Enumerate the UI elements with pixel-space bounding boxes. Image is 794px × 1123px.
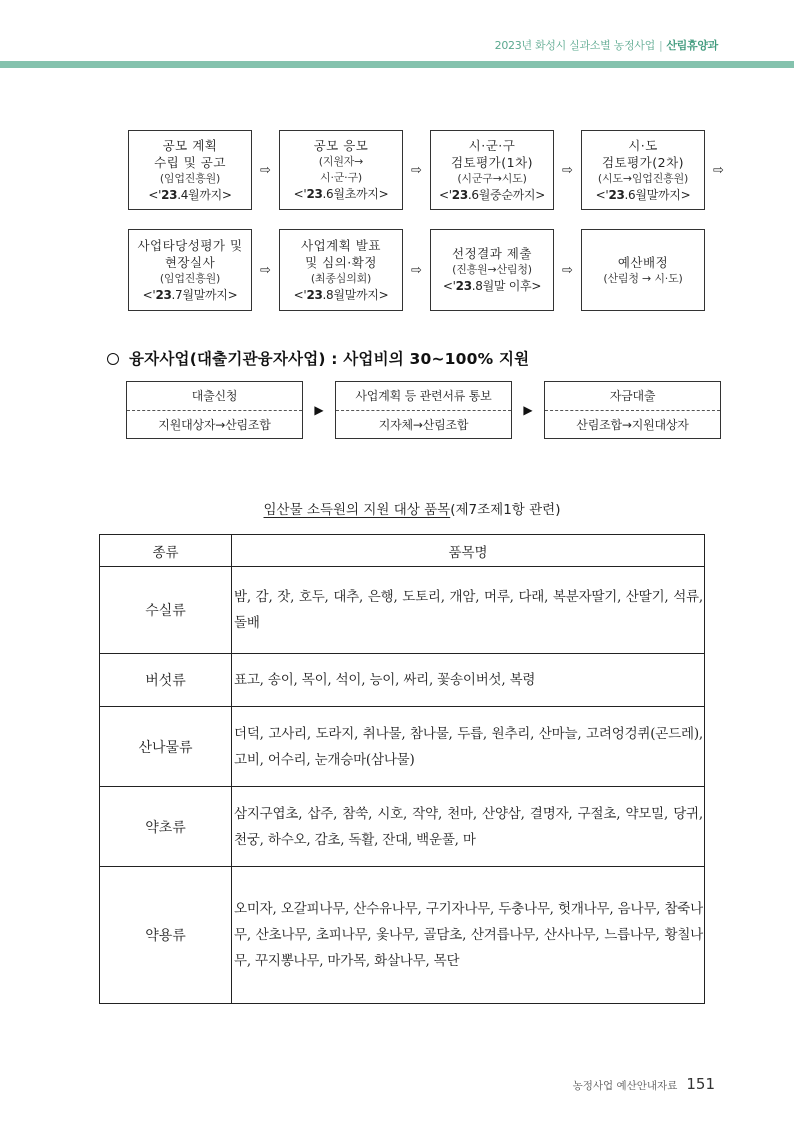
flow-step-title: 및 심의·확정	[305, 254, 377, 270]
loan-step-label: 자금대출	[545, 382, 720, 411]
table-row	[100, 707, 705, 787]
table-row	[100, 867, 705, 1004]
flow-arrow-icon: ⇨	[411, 262, 422, 278]
flow-step-deadline: <'23.6월말까지>	[595, 187, 691, 202]
flow-step-first-review	[430, 130, 554, 210]
flow-step-budget	[581, 229, 705, 311]
column-header: 종류	[100, 535, 232, 567]
page-footer	[573, 1075, 715, 1093]
category-cell: 산나물류	[100, 707, 232, 787]
flow-step-title: 선정결과 제출	[452, 246, 532, 261]
department-name: 산림휴양과	[666, 39, 718, 52]
flow-step-second-review	[581, 130, 705, 210]
items-cell: 더덕, 고사리, 도라지, 취나물, 참나물, 두릅, 원추리, 산마늘, 고려엉겅퀴(곤드레), 고비, 어수리, 눈개승마(삼나물)	[232, 707, 705, 787]
flow-step-result-submission	[430, 229, 554, 311]
circle-bullet-icon	[107, 353, 119, 365]
items-cell: 표고, 송이, 목이, 석이, 능이, 싸리, 꽃송이버섯, 복령	[232, 654, 705, 707]
table-title: 임산물 소득원의 지원 대상 품목(제7조제1항 관련)	[263, 502, 561, 518]
flow-step-agent: (임업진흥원)	[159, 271, 221, 285]
header-separator: |	[658, 39, 663, 52]
flow-arrow-icon: ⇨	[260, 262, 271, 278]
category-cell: 약초류	[100, 787, 232, 867]
flow-step-application	[279, 130, 403, 210]
doc-title: 2023년 화성시 실과소별 농정사업	[494, 39, 655, 52]
page-header	[495, 37, 718, 53]
items-cell: 삼지구엽초, 삽주, 참쑥, 시호, 작약, 천마, 산양삼, 결명자, 구절초, 약모밀, 당귀, 천궁, 하수오, 감초, 독활, 잔대, 백운풀, 마	[232, 787, 705, 867]
flow-arrow-icon: ⇨	[411, 162, 422, 178]
triangle-arrow-icon: ▶	[314, 403, 324, 417]
flow-step-agent: (시도→임업진흥원)	[597, 171, 689, 185]
table-row	[100, 654, 705, 707]
process-flow-row-2	[128, 229, 705, 311]
loan-step-application	[126, 381, 303, 439]
page-number: 151	[686, 1075, 715, 1093]
table-row	[100, 787, 705, 867]
flow-step-title: 예산배정	[617, 254, 669, 270]
flow-step-title: 검토평가(2차)	[601, 154, 685, 170]
flow-step-title: 현장실사	[164, 254, 216, 270]
column-header: 품목명	[232, 535, 705, 567]
flow-step-deadline: <'23.8월말 이후>	[442, 279, 542, 293]
loan-section-title: 융자사업(대출기관융자사업) : 사업비의 30~100% 지원	[107, 347, 529, 369]
items-cell: 오미자, 오갈피나무, 산수유나무, 구기자나무, 두충나무, 헛개나무, 음나무, 참죽나무, 산초나무, 초피나무, 옻나무, 골담초, 산겨릅나무, 산사나무, 느릅나무, 황칠나무, 꾸지뽕나무, 마가목, 화살나무, 목단	[232, 867, 705, 1004]
flow-step-title: 사업계획 발표	[301, 237, 381, 253]
flow-step-title: 공모 응모	[313, 138, 369, 153]
triangle-arrow-icon: ▶	[523, 403, 533, 417]
flow-step-announcement	[128, 130, 252, 210]
table-header-row	[100, 535, 705, 567]
items-cell: 밤, 감, 잣, 호두, 대추, 은행, 도토리, 개암, 머루, 다래, 복분자딸기, 산딸기, 석류, 돌배	[232, 567, 705, 654]
flow-step-title: 사업타당성평가 및	[137, 237, 243, 253]
category-cell: 수실류	[100, 567, 232, 654]
flow-step-title: 시·도	[628, 137, 658, 153]
loan-step-label: 대출신청	[127, 382, 302, 411]
flow-step-agent: (최종심의회)	[310, 271, 372, 285]
loan-step-notification	[335, 381, 512, 439]
flow-step-agent: (지원자→	[318, 155, 364, 168]
items-table	[99, 534, 705, 1004]
loan-flow	[126, 381, 721, 439]
flow-step-deadline: <'23.6월초까지>	[293, 187, 389, 201]
process-flow-row-1	[128, 130, 732, 210]
loan-step-flow: 지자체→산림조합	[378, 417, 469, 432]
flow-step-title: 시·군·구	[468, 137, 516, 153]
flow-step-deliberation	[279, 229, 403, 311]
footer-doc-label: 농정사업 예산안내자료	[572, 1080, 678, 1092]
flow-step-agent: (진흥원→산림청)	[452, 263, 532, 276]
flow-arrow-icon: ⇨	[562, 162, 573, 178]
category-cell: 버섯류	[100, 654, 232, 707]
flow-step-deadline: <'23.7월말까지>	[142, 287, 238, 302]
flow-step-feasibility	[128, 229, 252, 311]
loan-step-flow: 산림조합→지원대상자	[576, 417, 689, 432]
table-row	[100, 567, 705, 654]
flow-step-title: 공모 계획	[162, 137, 218, 153]
flow-arrow-icon: ⇨	[260, 162, 271, 178]
flow-step-agent: (임업진흥원)	[159, 171, 221, 185]
flow-step-agent: (시군구→시도)	[457, 171, 527, 185]
flow-step-deadline: <'23.6월중순까지>	[439, 187, 545, 202]
category-cell: 약용류	[100, 867, 232, 1004]
loan-step-flow: 지원대상자→산림조합	[158, 417, 271, 432]
flow-arrow-icon: ⇨	[562, 262, 573, 278]
header-bar	[0, 61, 794, 68]
loan-step-label: 사업계획 등 관련서류 통보	[336, 382, 511, 411]
flow-step-agent: (산림청 → 시·도)	[603, 271, 683, 285]
flow-step-deadline: <'23.8월말까지>	[293, 287, 389, 302]
loan-step-disbursement	[544, 381, 721, 439]
flow-step-deadline: <'23.4월까지>	[148, 187, 232, 202]
flow-step-agent: 시·군·구)	[320, 171, 362, 184]
flow-arrow-icon: ⇨	[713, 162, 724, 178]
flow-step-title: 수립 및 공고	[154, 154, 226, 170]
flow-step-title: 검토평가(1차)	[450, 154, 534, 170]
